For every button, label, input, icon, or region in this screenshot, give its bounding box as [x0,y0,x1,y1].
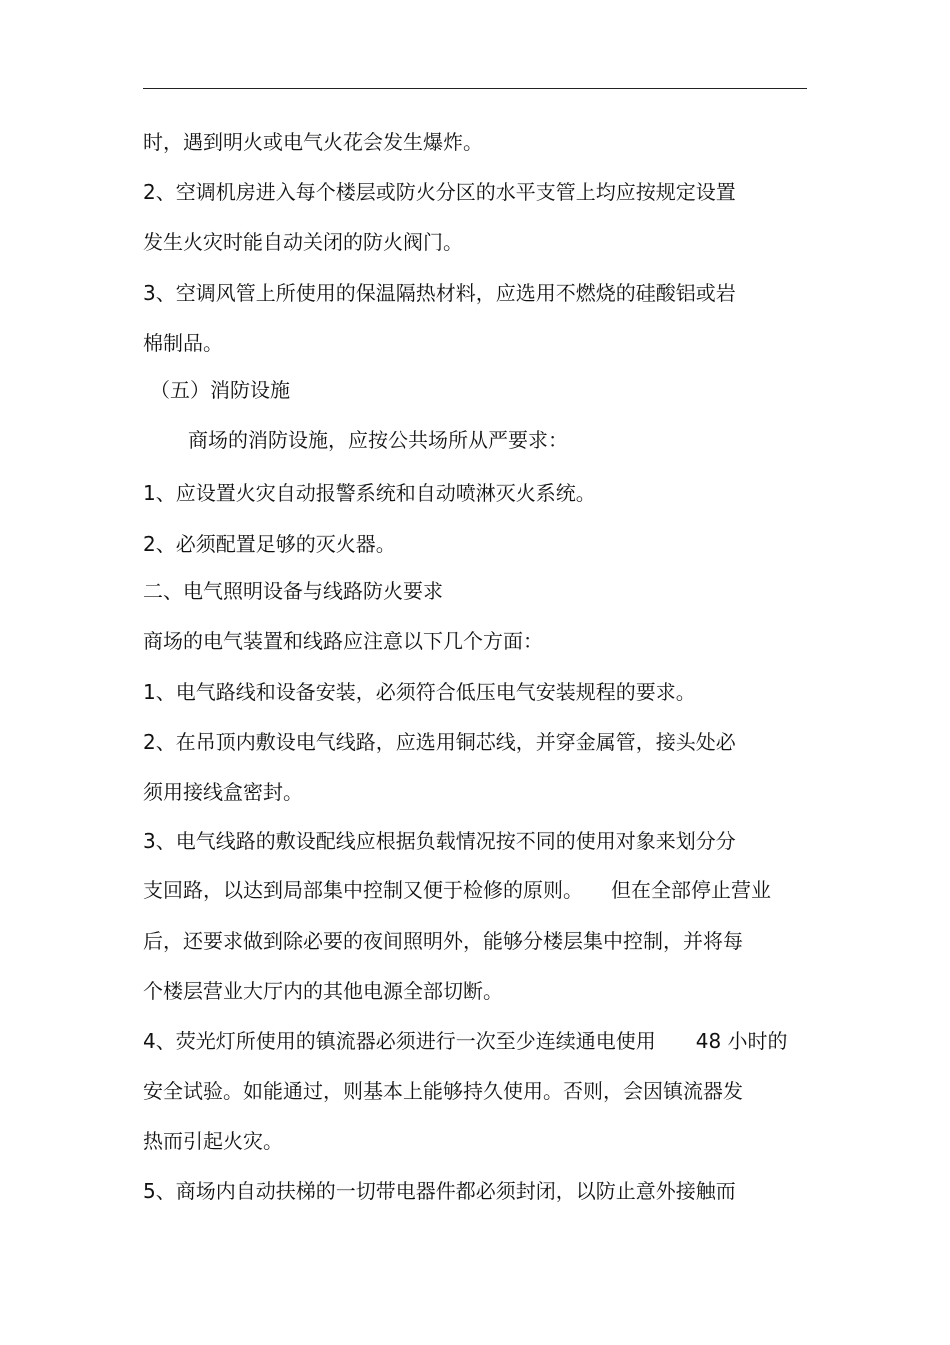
section-heading: （五）消防设施 [150,378,290,402]
text-line: 个楼层营业大厅内的其他电源全部切断。 [143,979,503,1003]
text-line: 1、应设置火灾自动报警系统和自动喷淋灭火系统。 [143,481,596,505]
section-heading: 二、电气照明设备与线路防火要求 [143,579,443,603]
header-rule [143,88,807,89]
text-line: 发生火灾时能自动关闭的防火阀门。 [143,230,463,254]
text-line [143,1029,788,1053]
text-segment: 4、荧光灯所使用的镇流器必须进行一次至少连续通电使用 [143,1029,656,1053]
text-line: 2、空调机房进入每个楼层或防火分区的水平支管上均应按规定设置 [143,180,736,204]
text-segment: 支回路，以达到局部集中控制又便于检修的原则。 [143,878,583,902]
text-line: 5、商场内自动扶梯的一切带电器件都必须封闭，以防止意外接触而 [143,1179,736,1203]
text-line: 商场的消防设施，应按公共场所从严要求： [188,428,568,452]
text-line: 2、必须配置足够的灭火器。 [143,532,396,556]
text-line: 须用接线盒密封。 [143,780,303,804]
text-line: 2、在吊顶内敷设电气线路，应选用铜芯线，并穿金属管，接头处必 [143,730,736,754]
text-segment: 48 小时的 [695,1029,788,1053]
text-line: 时，遇到明火或电气火花会发生爆炸。 [143,130,483,154]
text-segment: 但在全部停止营业 [611,878,771,902]
text-line: 安全试验。如能通过，则基本上能够持久使用。否则，会因镇流器发 [143,1079,743,1103]
text-line: 棉制品。 [143,331,223,355]
text-line: 后，还要求做到除必要的夜间照明外，能够分楼层集中控制，并将每 [143,929,743,953]
text-line: 热而引起火灾。 [143,1129,283,1153]
text-line: 3、电气线路的敷设配线应根据负载情况按不同的使用对象来划分分 [143,829,736,853]
text-line: 1、电气路线和设备安装，必须符合低压电气安装规程的要求。 [143,680,696,704]
text-line: 商场的电气装置和线路应注意以下几个方面： [143,629,543,653]
text-line [143,878,771,902]
text-line: 3、空调风管上所使用的保温隔热材料，应选用不燃烧的硅酸铝或岩 [143,281,736,305]
